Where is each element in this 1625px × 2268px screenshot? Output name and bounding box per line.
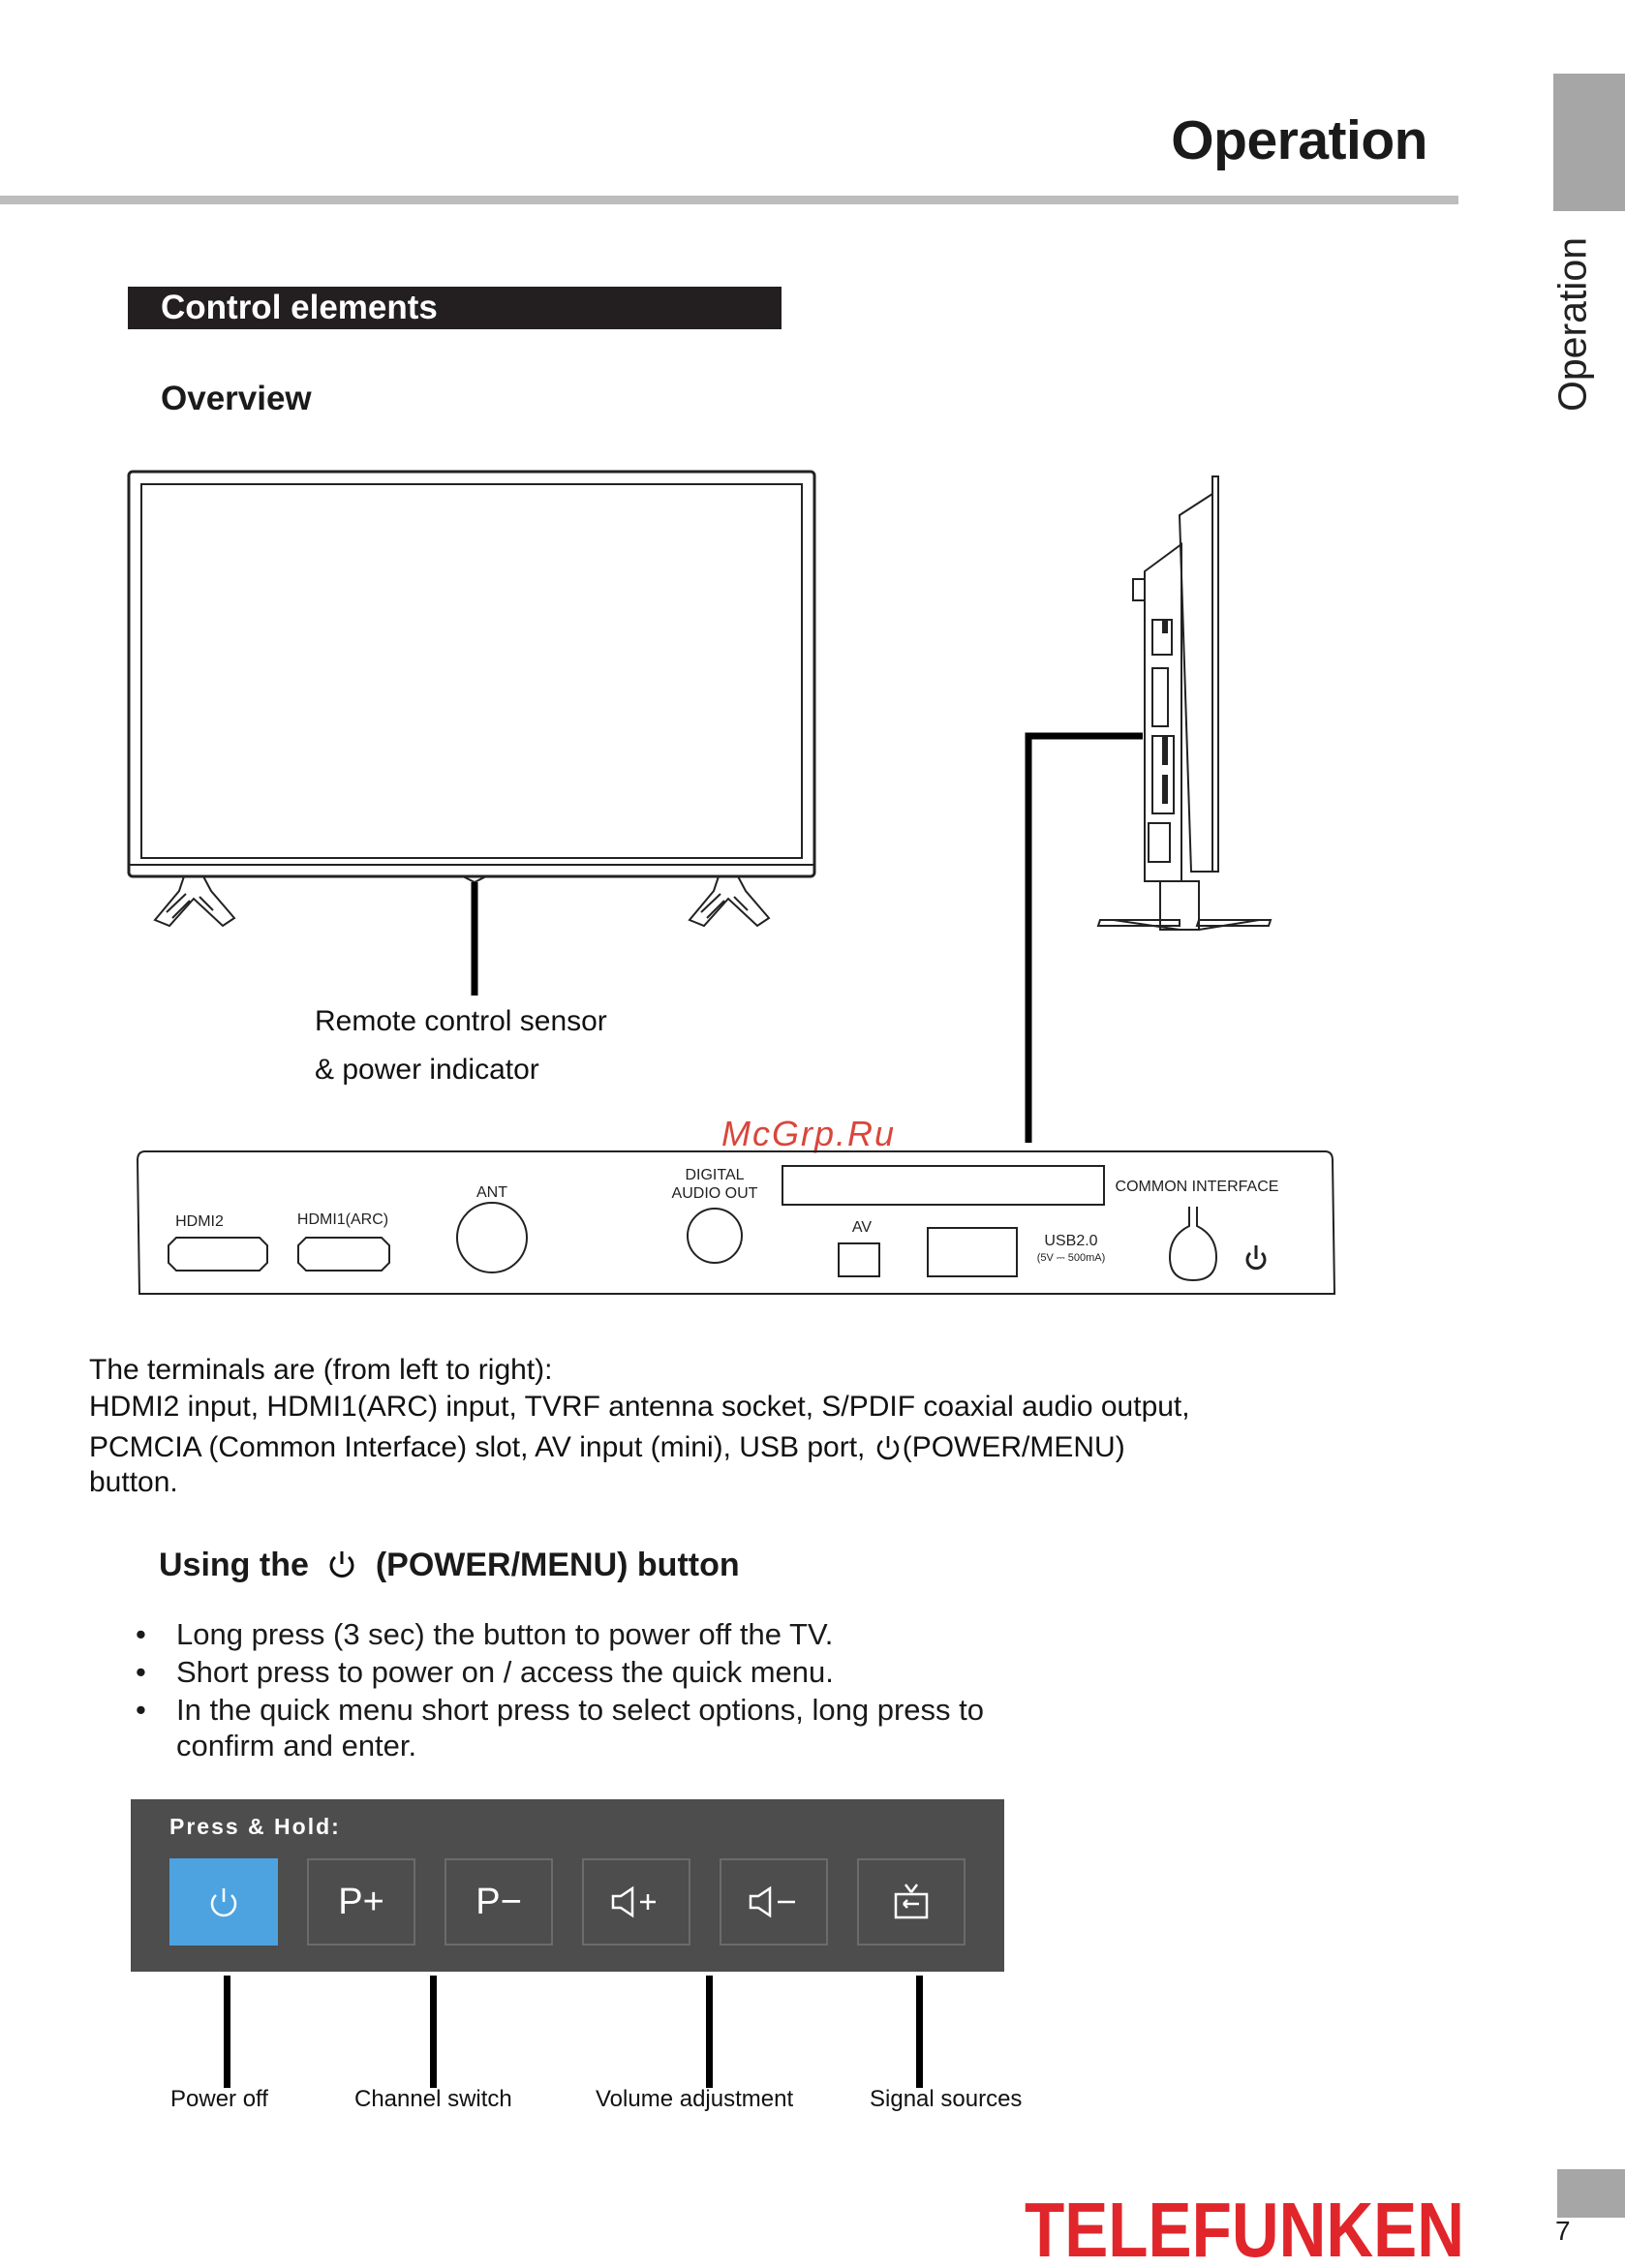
side-chapter-label: Operation	[1549, 236, 1595, 413]
channel-switch-caption: Channel switch	[354, 2086, 512, 2112]
terminals-intro: The terminals are (from left to right):	[89, 1354, 553, 1386]
volume-adjustment-caption: Volume adjustment	[596, 2086, 794, 2112]
power-button-recess	[1170, 1207, 1216, 1280]
list-item: • Short press to power on / access the quick menu.	[136, 1653, 1065, 1691]
tv-stand-right	[690, 876, 769, 926]
channel-up-key[interactable]: P+	[307, 1858, 415, 1946]
header-rule	[0, 196, 1458, 204]
tv-stand-left	[155, 876, 234, 926]
hdmi1-port	[298, 1238, 389, 1271]
hdmi1-label: HDMI1(ARC)	[296, 1211, 389, 1228]
sensor-callout-line2: & power indicator	[315, 1054, 539, 1086]
usb-spec-label: (5V ⎓ 500mA)	[1036, 1252, 1106, 1264]
hdmi2-label: HDMI2	[175, 1213, 224, 1230]
list-item: • In the quick menu short press to select options, long press to	[136, 1691, 1065, 1729]
tv-front-illustration	[126, 465, 823, 930]
digital-label-line2: AUDIO OUT	[671, 1185, 758, 1202]
common-interface-slot	[782, 1166, 1104, 1205]
volume-up-key[interactable]	[582, 1858, 690, 1946]
panel-label: Press & Hold:	[169, 1814, 341, 1839]
volume-callout-line	[706, 1976, 713, 2088]
volume-down-key[interactable]	[720, 1858, 828, 1946]
digital-label-line1: DIGITAL	[685, 1167, 745, 1183]
hdmi2-port	[169, 1238, 267, 1271]
usb-label: USB2.0	[1044, 1233, 1098, 1249]
power-section-heading: Using the (POWER/MENU) button	[159, 1547, 740, 1583]
power-icon	[204, 1883, 243, 1921]
av-port	[839, 1243, 879, 1276]
ant-port	[457, 1203, 527, 1272]
common-interface-label: COMMON INTERFACE	[1115, 1179, 1279, 1195]
power-icon	[325, 1548, 358, 1580]
av-label: AV	[851, 1219, 873, 1236]
signal-sources-callout-line	[916, 1976, 923, 2088]
side-callout-line	[1028, 736, 1143, 1143]
list-item: • Long press (3 sec) the button to power off the TV.	[136, 1615, 1065, 1653]
source-key[interactable]	[857, 1858, 966, 1946]
telefunken-logo	[1022, 2187, 1467, 2268]
svg-text:TELEFUNKEN: TELEFUNKEN	[1025, 2187, 1464, 2268]
power-icon	[1247, 1245, 1265, 1269]
volume-down-icon	[747, 1883, 801, 1921]
power-off-callout-line	[224, 1976, 230, 2088]
ant-label: ANT	[476, 1184, 507, 1201]
tv-side-illustration	[1017, 465, 1298, 1162]
volume-up-icon	[609, 1883, 663, 1921]
rear-terminal-panel	[134, 1149, 1339, 1300]
channel-down-key[interactable]: P−	[445, 1858, 553, 1946]
terminals-list-line3: button.	[89, 1466, 178, 1498]
power-key[interactable]	[169, 1858, 278, 1946]
channel-switch-callout-line	[430, 1976, 437, 2088]
power-usage-list	[136, 1615, 1065, 1729]
power-icon	[874, 1432, 903, 1461]
corner-tab	[1557, 2169, 1625, 2218]
terminals-list-line2: PCMCIA (Common Interface) slot, AV input (mini), USB port, (POWER/MENU)	[89, 1431, 1125, 1463]
digital-audio-port	[688, 1209, 742, 1263]
page-number: 7	[1555, 2216, 1571, 2246]
power-off-caption: Power off	[170, 2086, 268, 2112]
section-heading: Control elements	[128, 287, 782, 329]
source-icon	[890, 1883, 933, 1921]
page-title: Operation	[1171, 109, 1427, 171]
chapter-tab	[1553, 74, 1625, 211]
usb-port	[928, 1228, 1017, 1276]
overview-heading: Overview	[161, 380, 312, 417]
terminals-list-line1: HDMI2 input, HDMI1(ARC) input, TVRF antenna socket, S/PDIF coaxial audio output,	[89, 1391, 1190, 1423]
signal-sources-caption: Signal sources	[870, 2086, 1023, 2112]
sensor-callout-line1: Remote control sensor	[315, 1005, 607, 1037]
watermark: McGrp.Ru	[721, 1114, 897, 1153]
list-item-continuation: confirm and enter.	[176, 1729, 417, 1762]
